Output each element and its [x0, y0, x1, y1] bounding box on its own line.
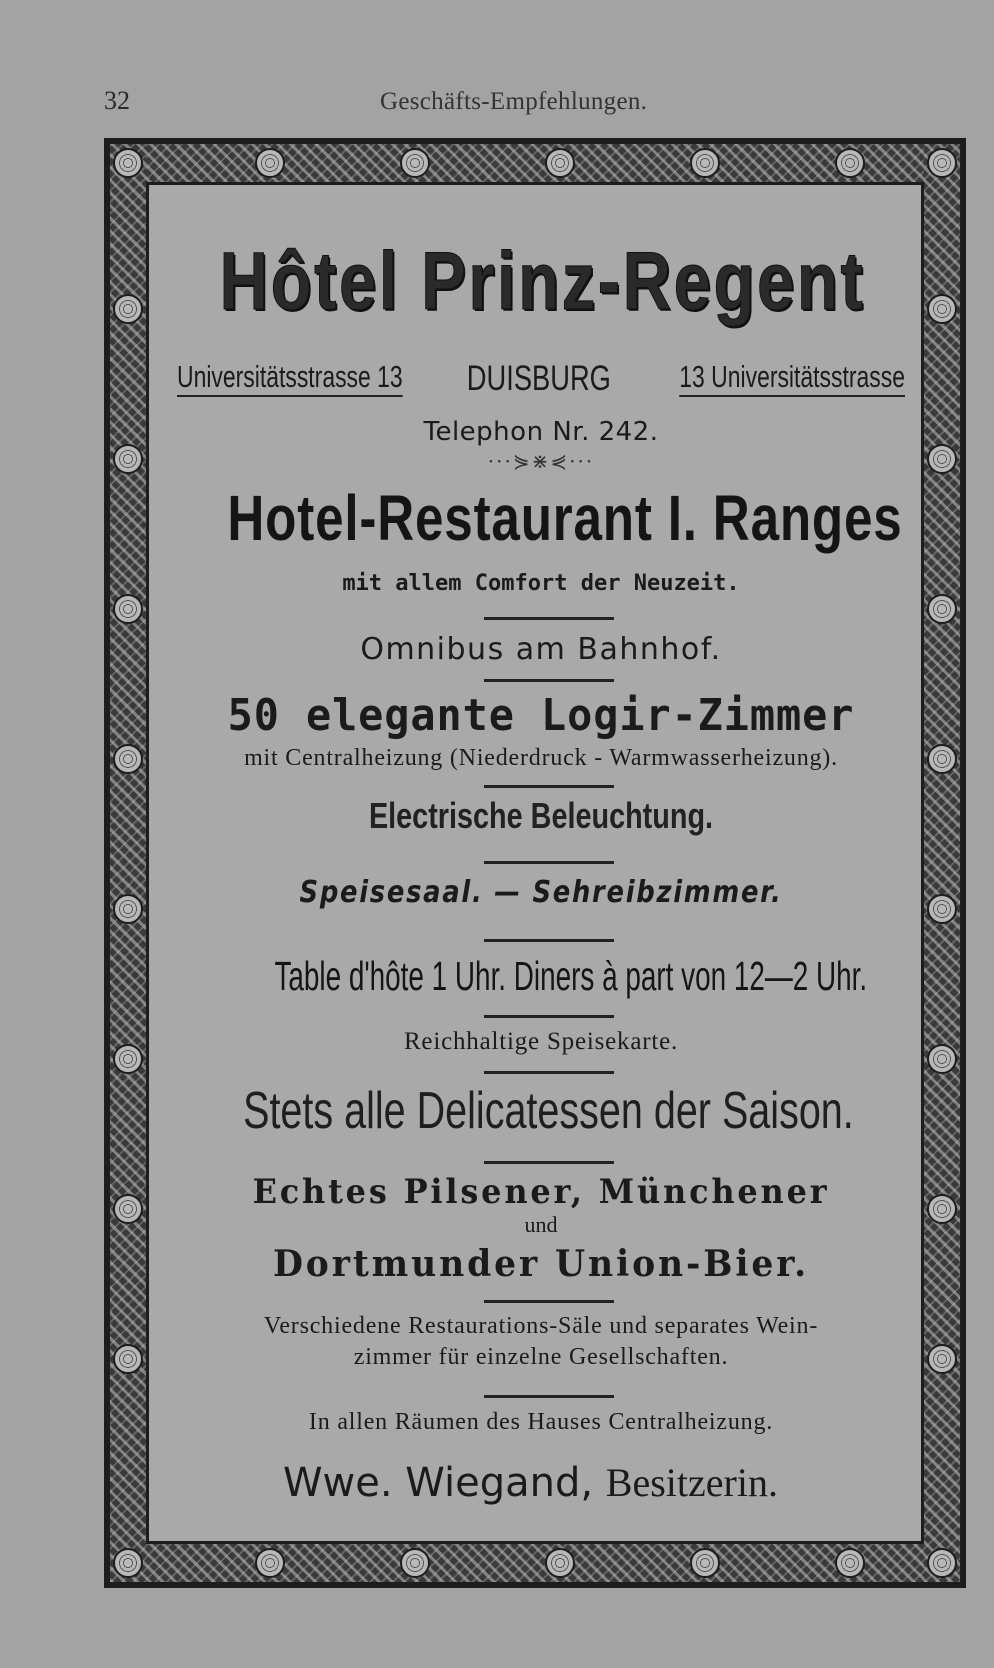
rooms-text-line-1: Verschiedene Restaurations-Säle und separates Wein-	[263, 1313, 819, 1339]
beer-line-2: Dortmunder Union-Bier.	[272, 1243, 810, 1285]
border-medallion-icon	[113, 1194, 143, 1224]
border-medallion-icon	[113, 894, 143, 924]
ornament-divider-icon: ···⋟⋇⋞···	[487, 449, 595, 473]
border-medallion-icon	[113, 444, 143, 474]
border-medallion-icon	[400, 148, 430, 178]
border-medallion-icon	[113, 294, 143, 324]
owner-role: Besitzerin.	[605, 1460, 778, 1505]
city-name: DUISBURG	[466, 359, 611, 398]
electric-line: Electrische Beleuchtung.	[368, 795, 714, 836]
divider-rule	[484, 785, 614, 788]
advertisement-body	[146, 182, 924, 1544]
border-medallion-icon	[927, 148, 957, 178]
divider-rule	[484, 861, 614, 864]
border-medallion-icon	[113, 148, 143, 178]
border-medallion-icon	[113, 1344, 143, 1374]
divider-rule	[484, 1071, 614, 1074]
owner-name: Wwe. Wiegand,	[283, 1460, 594, 1506]
divider-rule	[484, 1161, 614, 1164]
border-medallion-icon	[545, 148, 575, 178]
owner-line	[283, 1459, 778, 1506]
advertisement-frame	[104, 138, 966, 1588]
border-medallion-icon	[690, 148, 720, 178]
address-left: Universitätsstrasse 13	[177, 359, 403, 397]
divider-rule	[484, 679, 614, 682]
divider-rule	[484, 939, 614, 942]
ornamental-border-top	[110, 144, 960, 182]
telephone-line: Telephon Nr. 242.	[423, 417, 659, 447]
border-medallion-icon	[835, 148, 865, 178]
border-medallion-icon	[113, 1044, 143, 1074]
menu-line: Reichhaltige Speisekarte.	[403, 1028, 679, 1055]
border-medallion-icon	[113, 744, 143, 774]
address-row	[177, 355, 905, 405]
border-medallion-icon	[255, 148, 285, 178]
restaurant-title: Hotel-Restaurant I. Ranges	[227, 482, 903, 554]
page-header	[104, 86, 804, 126]
heating-note: In allen Räumen des Hauses Centralheizung.	[308, 1409, 774, 1435]
heating-line: mit Centralheizung (Niederdruck - Warmwasserheizung).	[244, 745, 838, 771]
rooms-line: 50 elegante Logir-Zimmer	[227, 690, 855, 741]
beer-line-1: Echtes Pilsener, Münchener	[252, 1172, 830, 1212]
divider-rule	[484, 1300, 614, 1303]
divider-rule	[484, 617, 614, 620]
running-head: Geschäfts-Empfehlungen.	[380, 88, 648, 115]
divider-rule	[484, 1395, 614, 1398]
hotel-name: Hôtel Prinz-Regent	[219, 236, 866, 327]
address-right: 13 Universitätsstrasse	[679, 359, 905, 397]
border-medallion-icon	[113, 594, 143, 624]
dining-line: Speisesaal. — Sehreibzimmer.	[299, 875, 783, 910]
table-dhote-line: Table d'hôte 1 Uhr. Diners à part von 12—2 Uhr.	[274, 953, 868, 999]
rooms-text-line-2: zimmer für einzelne Gesellschaften.	[353, 1344, 729, 1370]
page-number: 32	[104, 86, 130, 115]
border-medallion-icon	[113, 1548, 143, 1578]
omnibus-line: Omnibus am Bahnhof.	[360, 632, 722, 667]
beer-und: und	[524, 1212, 558, 1237]
divider-rule	[484, 1015, 614, 1018]
delicacies-line: Stets alle Delicatessen der Saison.	[243, 1082, 854, 1140]
comfort-line: mit allem Comfort der Neuzeit.	[342, 571, 740, 596]
